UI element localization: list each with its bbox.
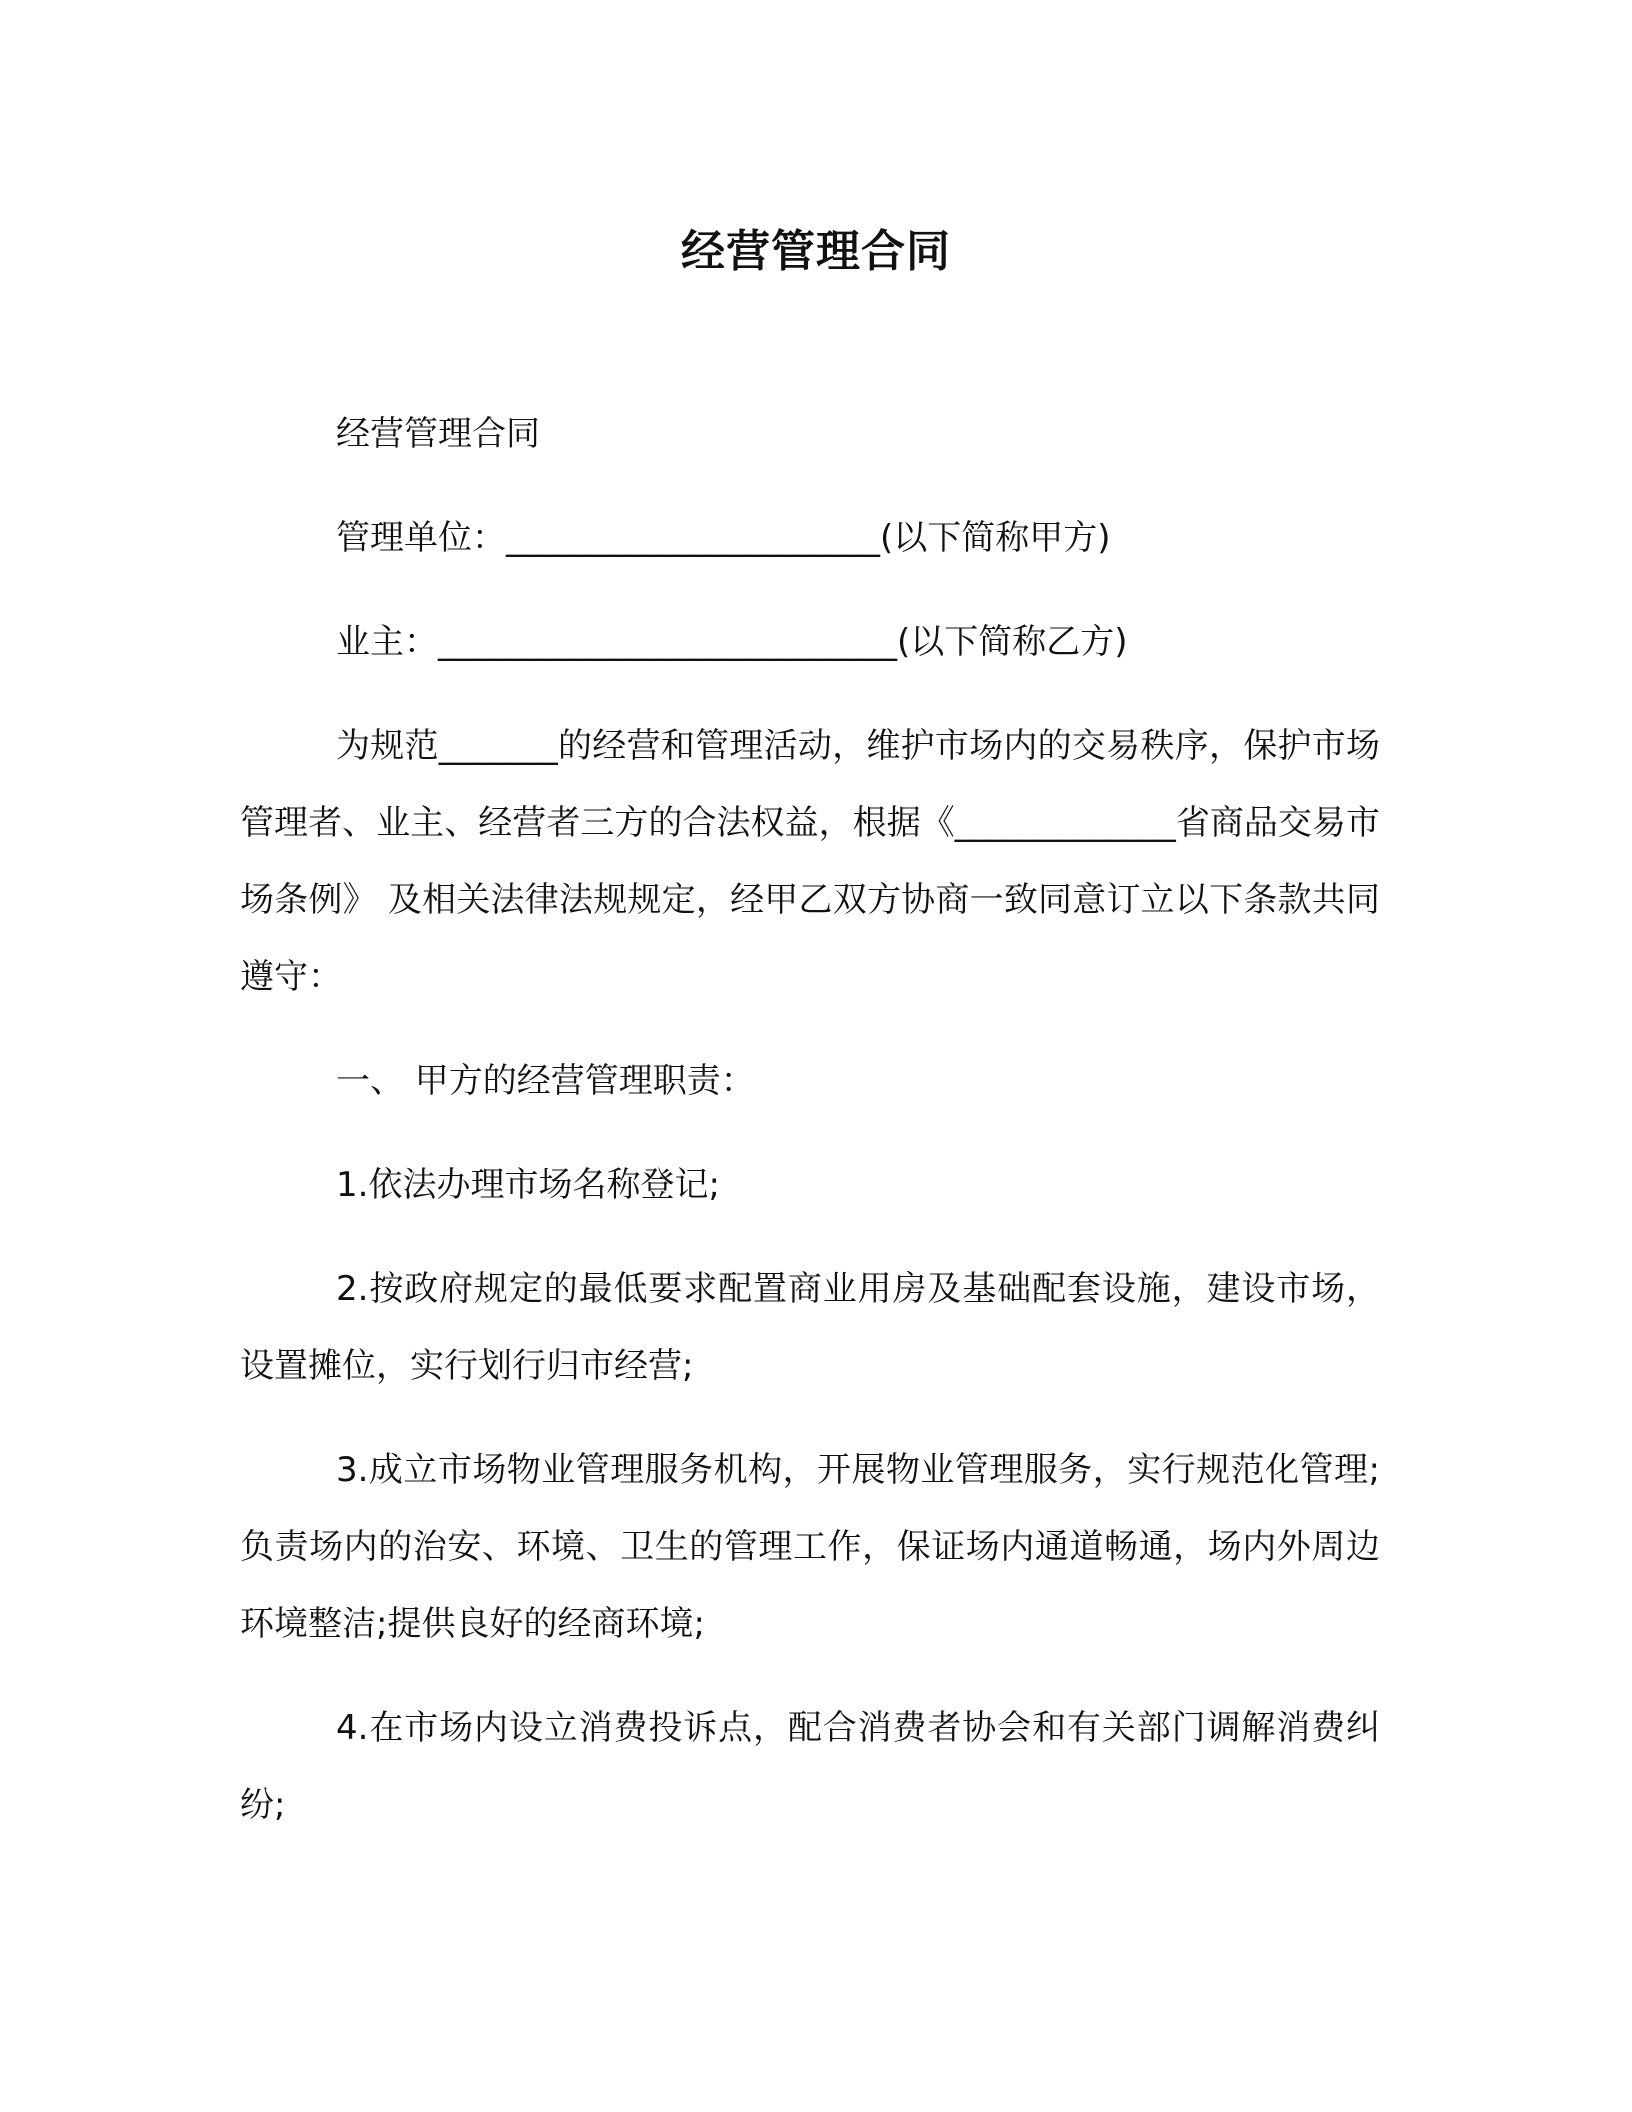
clause-2: 2.按政府规定的最低要求配置商业用房及基础配套设施，建设市场，设置摊位，实行划行归市经营; <box>240 1269 1380 1386</box>
paragraph-owner: 业主：___________________________(以下简称乙方) <box>336 622 1128 662</box>
clause-1: 1.依法办理市场名称登记; <box>336 1165 720 1205</box>
clause-3: 3.成立市场物业管理服务机构，开展物业管理服务，实行规范化管理;负责场内的治安、环境、卫生的管理工作，保证场内通道畅通，场内外周边环境整洁;提供良好的经商环境; <box>240 1450 1380 1644</box>
document-body <box>240 396 1380 1844</box>
paragraph-subtitle: 经营管理合同 <box>336 414 540 454</box>
clause-4: 4.在市场内设立消费投诉点，配合消费者协会和有关部门调解消费纠纷; <box>240 1708 1380 1825</box>
section-heading-party-a-duties: 一、 甲方的经营管理职责： <box>336 1061 755 1101</box>
document-title: 经营管理合同 <box>681 226 951 277</box>
paragraph-management-unit: 管理单位：______________________(以下简称甲方) <box>336 518 1111 558</box>
paragraph-preamble: 为规范_______的经营和管理活动，维护市场内的交易秩序，保护市场管理者、业主、经营者三方的合法权益，根据《_____________省商品交易市场条例》 及相关法律法规规定，经甲乙双方协商一致同意订立以下条款共同遵守： <box>240 726 1380 997</box>
